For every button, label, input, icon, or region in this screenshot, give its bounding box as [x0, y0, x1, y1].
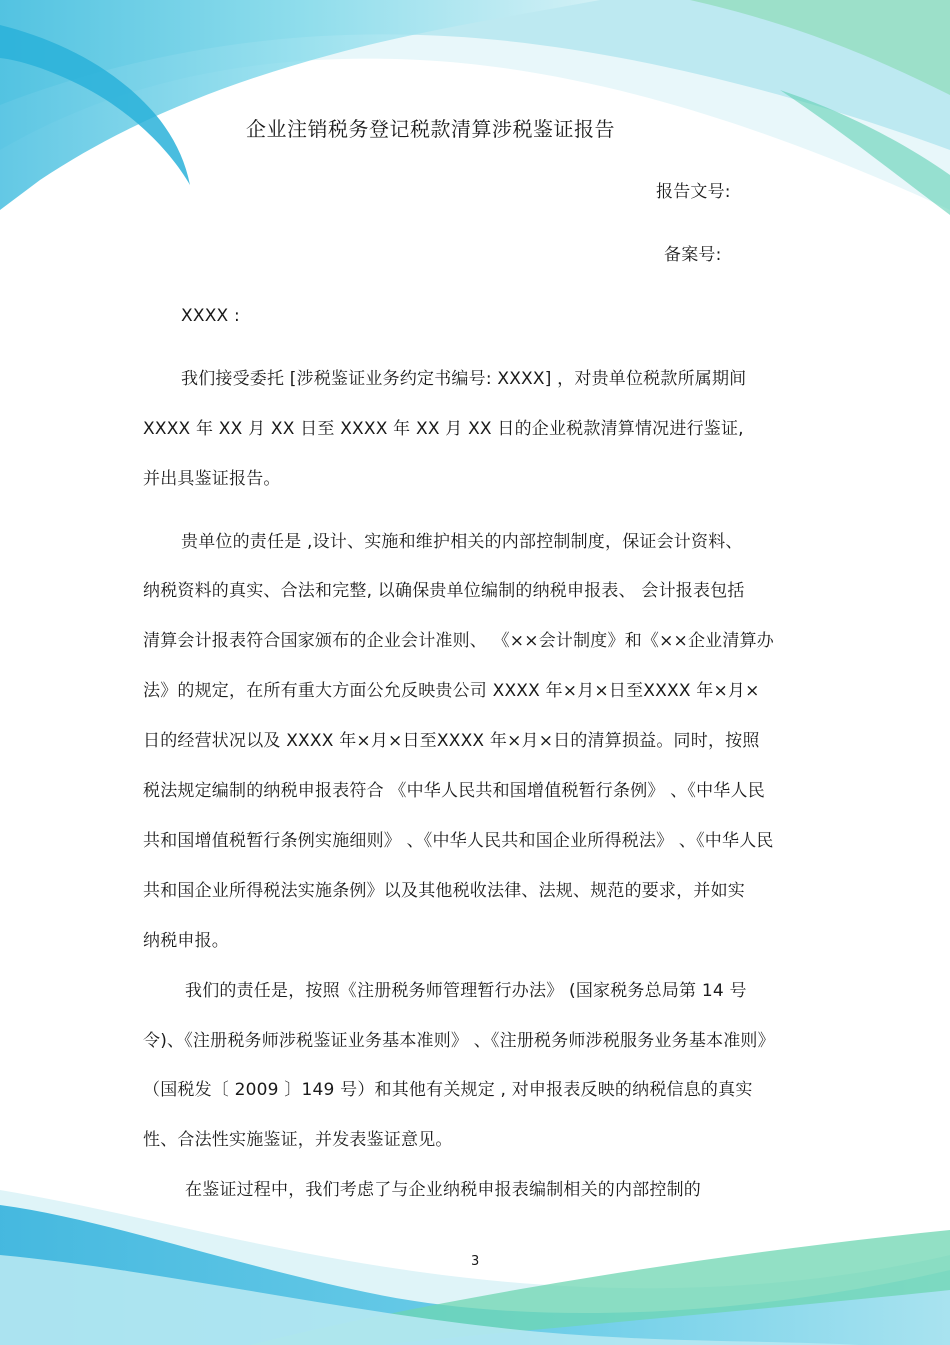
report-title: 企业注销税务登记税款清算涉税鉴证报告: [246, 117, 615, 141]
filing-number-label: 备案号:: [664, 245, 722, 265]
paragraph-3-line-1: 我们的责任是，按照《注册税务师管理暂行办法》 (国家税务总局第 14 号: [185, 981, 747, 1001]
paragraph-2-line-3: 清算会计报表符合国家颁布的企业会计准则、 《××会计制度》和《××企业清算办: [143, 631, 774, 651]
paragraph-2-line-6: 税法规定编制的纳税申报表符合 《中华人民共和国增值税暂行条例》 、《中华人民: [143, 781, 765, 801]
paragraph-2-line-4: 法》的规定，在所有重大方面公允反映贵公司 XXXX 年×月×日至XXXX 年×月×: [143, 681, 760, 701]
report-number-label: 报告文号:: [656, 182, 731, 202]
paragraph-2-line-1: 贵单位的责任是 ,设计、实施和维护相关的内部控制制度，保证会计资料、: [181, 532, 743, 552]
paragraph-2-line-2: 纳税资料的真实、合法和完整, 以确保贵单位编制的纳税申报表、 会计报表包括: [143, 581, 745, 601]
page-number: 3: [471, 1254, 480, 1269]
paragraph-2-line-7: 共和国增值税暂行条例实施细则》 、《中华人民共和国企业所得税法》 、《中华人民: [143, 831, 774, 851]
paragraph-3-line-4: 性、合法性实施鉴证，并发表鉴证意见。: [143, 1130, 453, 1150]
paragraph-3-line-3: （国税发〔 2009 〕149 号）和其他有关规定 , 对申报表反映的纳税信息的真实: [143, 1080, 753, 1100]
paragraph-2-line-8: 共和国企业所得税法实施条例》以及其他税收法律、法规、规范的要求，并如实: [143, 881, 745, 901]
paragraph-1-line-3: 并出具鉴证报告。: [143, 469, 281, 489]
paragraph-3-line-2: 令)、《注册税务师涉税鉴证业务基本准则》 、《注册税务师涉税服务业务基本准则》: [143, 1031, 775, 1051]
paragraph-1-line-1: 我们接受委托 [涉税鉴证业务约定书编号: XXXX] ，对贵单位税款所属期间: [181, 369, 747, 389]
addressee: XXXX :: [181, 306, 240, 326]
paragraph-4-line-1: 在鉴证过程中，我们考虑了与企业纳税申报表编制相关的内部控制的: [185, 1180, 701, 1200]
paragraph-2-line-5: 日的经营状况以及 XXXX 年×月×日至XXXX 年×月×日的清算损益。同时，按照: [143, 731, 760, 751]
paragraph-2-line-9: 纳税申报。: [143, 931, 229, 951]
paragraph-1-line-2: XXXX 年 XX 月 XX 日至 XXXX 年 XX 月 XX 日的企业税款清算情况进行鉴证,: [143, 419, 744, 439]
